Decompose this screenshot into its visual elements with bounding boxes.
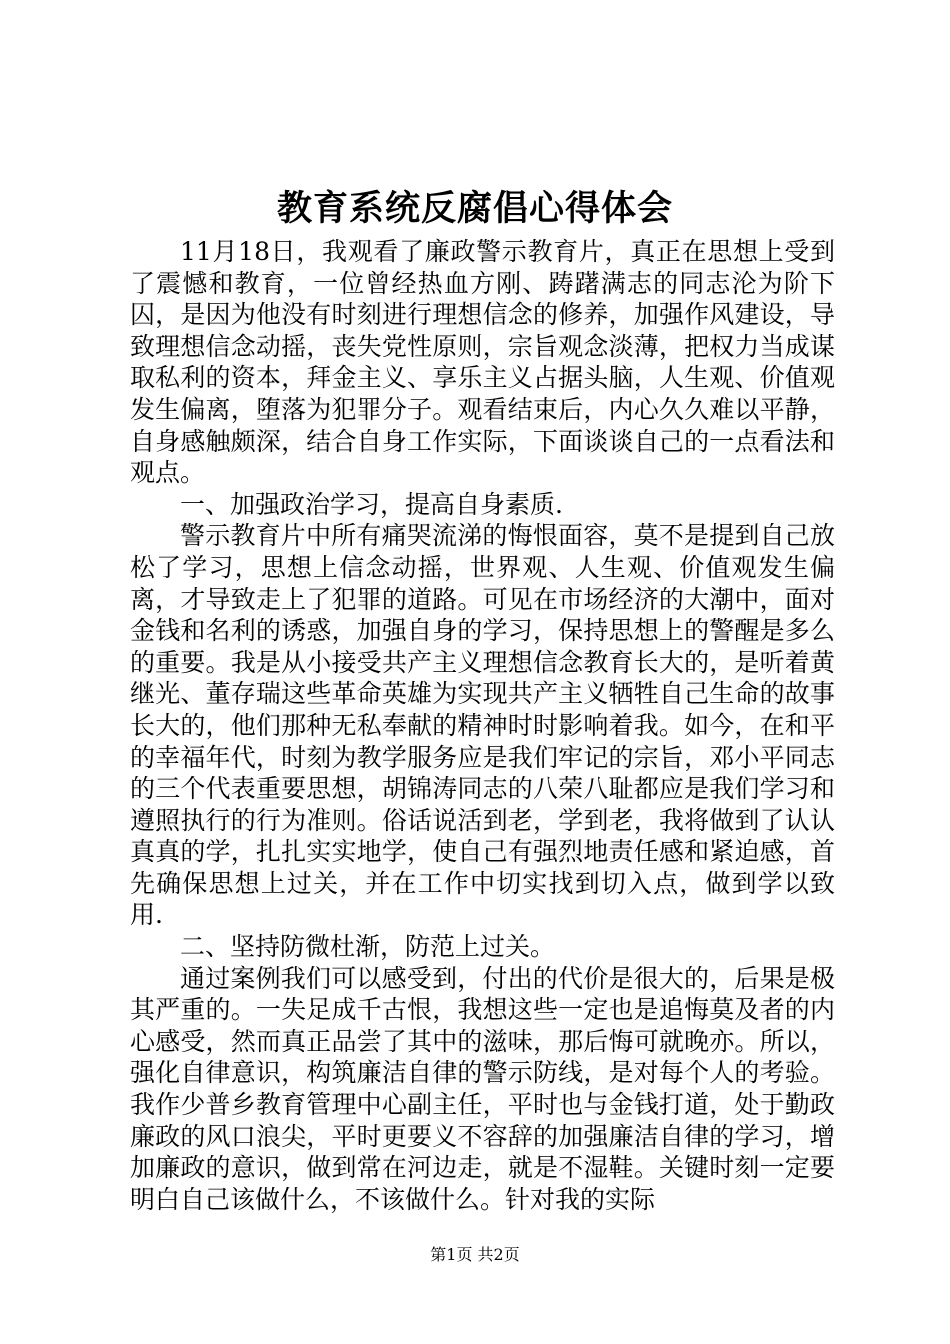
section-heading-1: 一、加强政治学习，提高自身素质. (180, 489, 563, 519)
paragraph-section-2: 通过案例我们可以感受到，付出的代价是很大的，后果是极其严重的。一失足成千古恨，我想这些一定也是追悔莫及者的内心感受，然而真正品尝了其中的滋味，那后悔可就晚亦。所以，强化自律意识，构筑廉洁自律的警示防线，是对每个人的考验。我作少普乡教育管理中心副主任，平时也与金钱打道，处于勤政廉政的风口浪尖，平时更要义不容辞的加强廉洁自律的学习，增加廉政的意识，做到常在河边走，就是不湿鞋。关键时刻一定要明白自己该做什么，不该做什么。针对我的实际 (130, 963, 835, 1214)
document-title: 教育系统反腐倡心得体会 (276, 188, 673, 229)
section-heading-2: 二、坚持防微杜渐，防范上过关。 (180, 932, 556, 962)
paragraph-section-1: 警示教育片中所有痛哭流涕的悔恨面容，莫不是提到自己放松了学习，思想上信念动摇，世界观、人生观、价值观发生偏离，才导致走上了犯罪的道路。可见在市场经济的大潮中，面对金钱和名利的诱惑，加强自身的学习，保持思想上的警醒是多么的重要。我是从小接受共产主义理想信念教育长大的，是听着黄继光、董存瑞这些革命英雄为实现共产主义牺牲自己生命的故事长大的，他们那种无私奉献的精神时时影响着我。如今，在和平的幸福年代，时刻为教学服务应是我们牢记的宗旨，邓小平同志的三个代表重要思想，胡锦涛同志的八荣八耻都应是我们学习和遵照执行的行为准则。俗话说活到老，学到老，我将做到了认认真真的学，扎扎实实地学，使自己有强烈地责任感和紧迫感，首先确保思想上过关，并在工作中切实找到切入点，做到学以致用. (130, 521, 835, 930)
paragraph-intro: 11月18日，我观看了廉政警示教育片，真正在思想上受到了震憾和教育，一位曾经热血方刚、踌躇满志的同志沦为阶下囚，是因为他没有时刻进行理想信念的修养，加强作风建设，导致理想信念动摇，丧失党性原则，宗旨观念淡薄，把权力当成谋取私利的资本，拜金主义、享乐主义占据头脑，人生观、价值观发生偏离，堕落为犯罪分子。观看结束后，内心久久难以平静，自身感触颇深，结合自身工作实际，下面谈谈自己的一点看法和观点。 (130, 237, 835, 488)
document-body (130, 236, 835, 1215)
page-footer: 第1页 共2页 (430, 1245, 520, 1264)
